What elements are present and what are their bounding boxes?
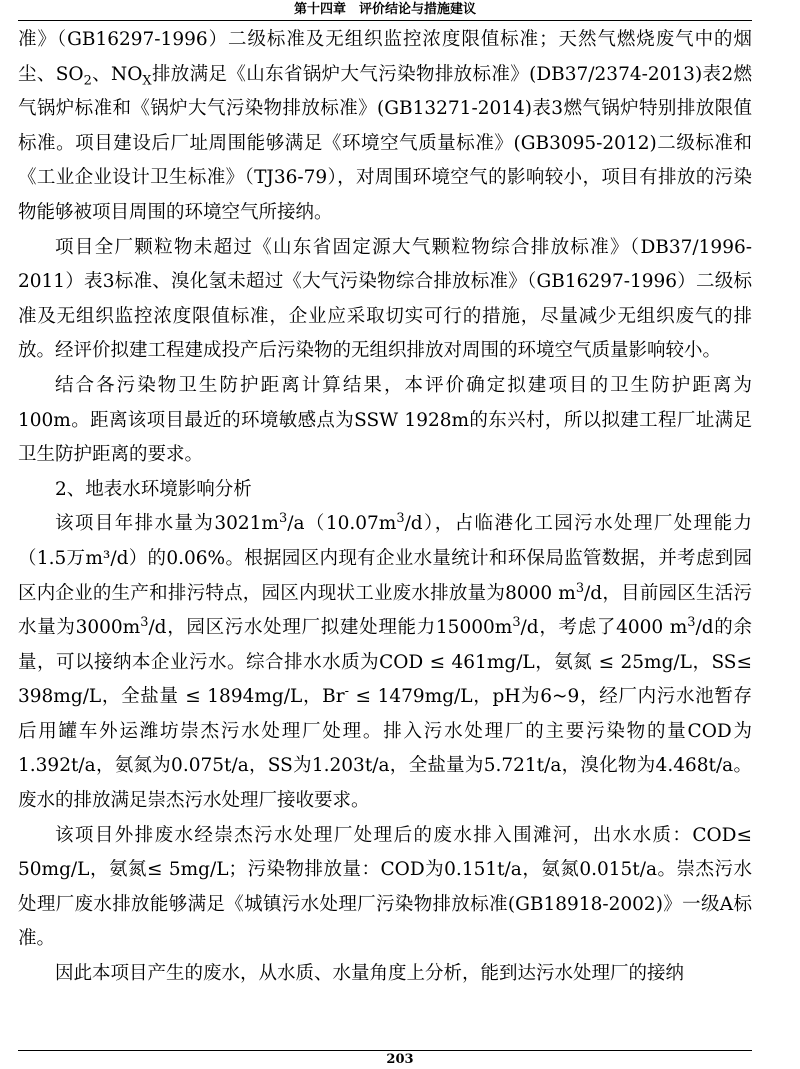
chapter-title: 第十四章 评价结论与措施建议 <box>293 2 476 17</box>
superscript: 3 <box>140 614 149 630</box>
paragraph-p1 <box>18 23 752 231</box>
superscript: 3 <box>278 511 288 527</box>
subscript: X <box>142 73 152 89</box>
paragraph-p7 <box>18 957 752 992</box>
page-number: 203 <box>386 1052 414 1067</box>
superscript: 3 <box>512 614 521 630</box>
text-run: /d，考虑了4000 m <box>520 617 688 639</box>
text-run: 结合各污染物卫生防护距离计算结果，本评价确定拟建项目的卫生防护距离为100m。距离该项目最近的环境敏感点为SSW 1928m的东兴村，所以拟建工程厂址满足卫生防护距离的要求。 <box>18 374 752 466</box>
text-run: /d），占临港化工园污水处理厂处理能力（1.5万m³/d）的0.06%。根据园区内现有企业水量统计和环保局监管数据，并考虑到园区内企业的生产和排污特点，园区内现状工业废水排放量为8000 m <box>18 513 753 604</box>
text-run: 该项目年排水量为3021m <box>55 513 279 535</box>
text-run: 2、地表水环境影响分析 <box>55 478 252 500</box>
paragraph-p2 <box>18 231 752 369</box>
text-run: 该项目外排废水经崇杰污水处理厂处理后的废水排入围滩河，出水水质：COD≤ 50mg/L，氨氮≤ 5mg/L；污染物排放量：COD为0.151t/a，氨氮0.015t/a。崇杰污水处理厂废水排放能够满足《城镇污水处理厂污染物排放标准(GB18918-2002)》一级A标准。 <box>18 824 752 950</box>
text-run: /a（10.07m <box>287 513 397 535</box>
subscript: 2 <box>83 73 92 89</box>
paragraph-p3 <box>18 369 752 473</box>
superscript: - <box>344 684 349 700</box>
text-run: 、NO <box>91 63 143 85</box>
text-run: 因此本项目产生的废水，从水质、水量角度上分析，能到达污水处理厂的接纳 <box>55 963 685 985</box>
text-run: ≤ 1479mg/L，pH为6~9，经厂内污水池暂存后用罐车外运潍坊崇杰污水处理厂处理。排入污水处理厂的主要污染物的量COD为1.392t/a，氨氮为0.075t/a，SS为1.203t/a，全盐量为5.721t/a，溴化物为4.468t/a。废水的排放满足崇杰污水处理厂接收要求。 <box>18 686 753 812</box>
page-header <box>18 0 752 21</box>
text-run: /d的余量，可以接纳本企业污水。综合排水水质为COD ≤ 461mg/L，氨氮 ≤ 25mg/L，SS≤ 398mg/L，全盐量 ≤ 1894mg/L，Br <box>18 617 752 708</box>
paragraph-p5 <box>18 507 752 818</box>
superscript: 3 <box>396 511 405 527</box>
main-body <box>18 23 752 992</box>
text-run: /d，目前园区生活污水量为3000m <box>18 582 752 639</box>
text-run: 项目全厂颗粒物未超过《山东省固定源大气颗粒物综合排放标准》（DB37/1996-2011）表3标准、溴化氢未超过《大气污染物综合排放标准》（GB16297-1996）二级标准及无组织监控浓度限值标准，企业应采取切实可行的措施，尽量减少无组织废气的排放。经评价拟建工程建成投产后污染物的无组织排放对周围的环境空气质量影响较小。 <box>18 236 752 362</box>
superscript: 3 <box>687 614 696 630</box>
text-run: /d，园区污水处理厂拟建处理能力15000m <box>148 617 513 639</box>
text-run: 准》（GB16297-1996）二级标准及无组织监控浓度限值标准；天然气燃烧废气中的烟尘、SO <box>18 29 752 85</box>
paragraph-p6 <box>18 819 752 957</box>
superscript: 3 <box>575 580 585 596</box>
paragraph-p4 <box>18 473 752 508</box>
text-run: 排放满足《山东省锅炉大气污染物排放标准》(DB37/2374-2013)表2燃气锅炉标准和《锅炉大气污染物排放标准》(GB13271-2014)表3燃气锅炉特别排放限值标准。项目建设后厂址周围能够满足《环境空气质量标准》(GB3095-2012)二级标准和《工业企业设计卫生标准》（TJ36-79），对周围环境空气的影响较小，项目有排放的污染物能够被项目周围的环境空气所接纳。 <box>18 63 752 223</box>
